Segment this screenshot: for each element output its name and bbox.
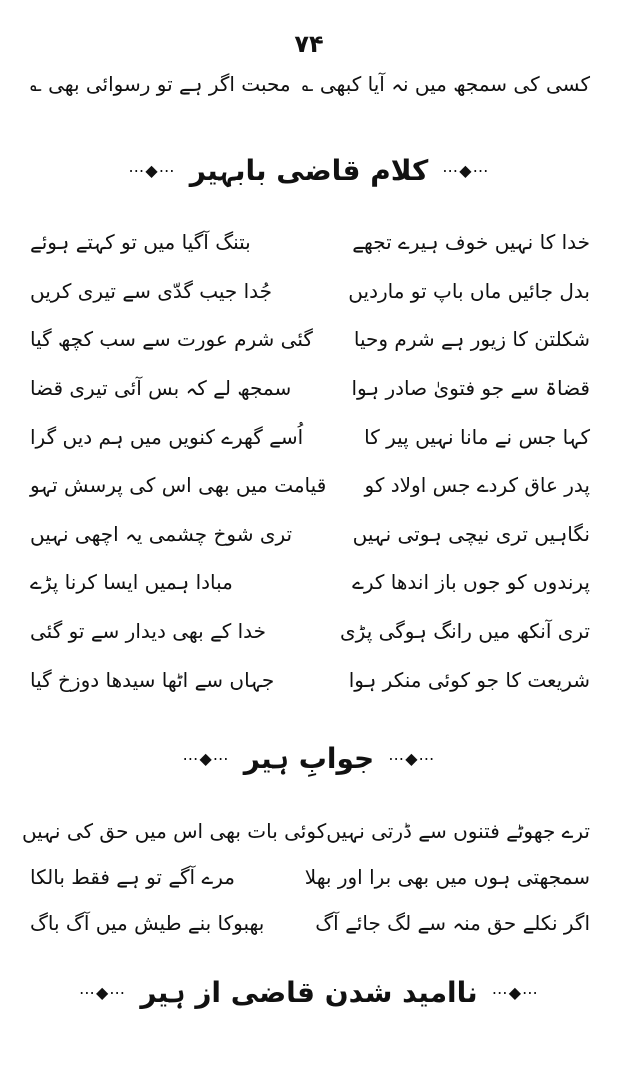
misra-first: کہا جس نے مانا نہیں پیر کا <box>364 424 590 449</box>
verse-row <box>30 412 590 461</box>
misra-first: خدا کا نہیں خوف ہیرے تجھے <box>352 230 590 255</box>
opening-couplet <box>30 72 590 96</box>
misra-second: خدا کے بھی دیدار سے تو گئی <box>30 619 267 644</box>
ornament-right: ⋯◆⋯ <box>442 161 490 180</box>
verse-row <box>30 315 590 364</box>
ornament-left: ⋯◆⋯ <box>128 161 176 180</box>
verse-row <box>21 808 590 854</box>
section-heading-jawab <box>0 742 618 775</box>
misra-second: محبت اگر ہے تو رسوائی بھی ؎ <box>30 72 291 96</box>
misra-second: جُدا جیب گدّی سے تیری کریں <box>30 278 273 303</box>
misra-first: اگر نکلے حق منہ سے لگ جائے آگ <box>315 911 590 935</box>
misra-first: شریعت کا جو کوئی منکر ہوا <box>348 667 590 692</box>
ornament-left: ⋯◆⋯ <box>182 749 230 768</box>
heading-text: کلام قاضی بابہیر <box>189 154 429 187</box>
misra-second: مبادا ہمیں ایسا کرنا پڑے <box>30 570 233 595</box>
heading-text: ناامید شدن قاضی از ہیر <box>140 976 478 1009</box>
misra-second: تری شوخ چشمی یہ اچھی نہیں <box>30 521 293 546</box>
verse-row <box>30 510 590 559</box>
misra-first: نگاہیں تری نیچی ہوتی نہیں <box>352 521 590 546</box>
verse-row <box>30 364 590 413</box>
misra-first: ترے جھوٹے فتنوں سے ڈرتی نہیں <box>326 819 590 843</box>
misra-first: سمجھتی ہوں میں بھی برا اور بھلا <box>304 865 590 889</box>
verse-row <box>30 461 590 510</box>
verses-kalam <box>30 218 590 704</box>
verse-row <box>30 267 590 316</box>
verse-row <box>30 854 590 900</box>
verse-row <box>30 218 590 267</box>
verse-row <box>30 558 590 607</box>
misra-second: اُسے گھرے کنویں میں ہم دیں گرا <box>30 424 304 449</box>
misra-second: بتنگ آگیا میں تو کہتے ہوئے <box>30 230 251 255</box>
heading-text: جوابِ ہیر <box>243 742 375 775</box>
verse-row <box>30 900 590 946</box>
ornament-left: ⋯◆⋯ <box>79 983 127 1002</box>
page-number: ۷۴ <box>294 30 324 58</box>
misra-first: پرندوں کو جوں باز اندھا کرے <box>352 570 590 595</box>
misra-first: قضاۃ سے جو فتویٰ صادر ہوا <box>351 376 590 401</box>
misra-second: گئی شرم عورت سے سب کچھ گیا <box>30 327 313 352</box>
misra-first: کسی کی سمجھ میں نہ آیا کبھی ؎ <box>301 72 590 96</box>
misra-first: پدر عاق کردے جس اولاد کو <box>364 473 590 498</box>
misra-second: جہاں سے اٹھا سیدھا دوزخ گیا <box>30 667 275 692</box>
verse-row <box>30 607 590 656</box>
misra-second: قیامت میں بھی اس کی پرسش تہو <box>30 473 327 498</box>
section-heading-naumeed <box>0 976 618 1009</box>
misra-second: مرے آگے تو ہے فقط بالکا <box>30 865 235 889</box>
misra-second: سمجھ لے کہ بس آئی تیری قضا <box>30 376 292 401</box>
section-heading-kalam <box>0 154 618 187</box>
ornament-right: ⋯◆⋯ <box>388 749 436 768</box>
misra-first: بدل جائیں ماں باپ تو ماردیں <box>348 278 590 303</box>
misra-second: کوئی بات بھی اس میں حق کی نہیں <box>21 819 327 843</box>
misra-first: شکلتن کا زیور ہے شرم وحیا <box>353 327 590 352</box>
misra-second: بھبوکا بنے طیش میں آگ باگ <box>30 911 265 935</box>
verse-row <box>30 655 590 704</box>
misra-first: تری آنکھ میں رانگ ہوگی پڑی <box>340 619 590 644</box>
verses-jawab <box>21 808 590 946</box>
ornament-right: ⋯◆⋯ <box>491 983 539 1002</box>
